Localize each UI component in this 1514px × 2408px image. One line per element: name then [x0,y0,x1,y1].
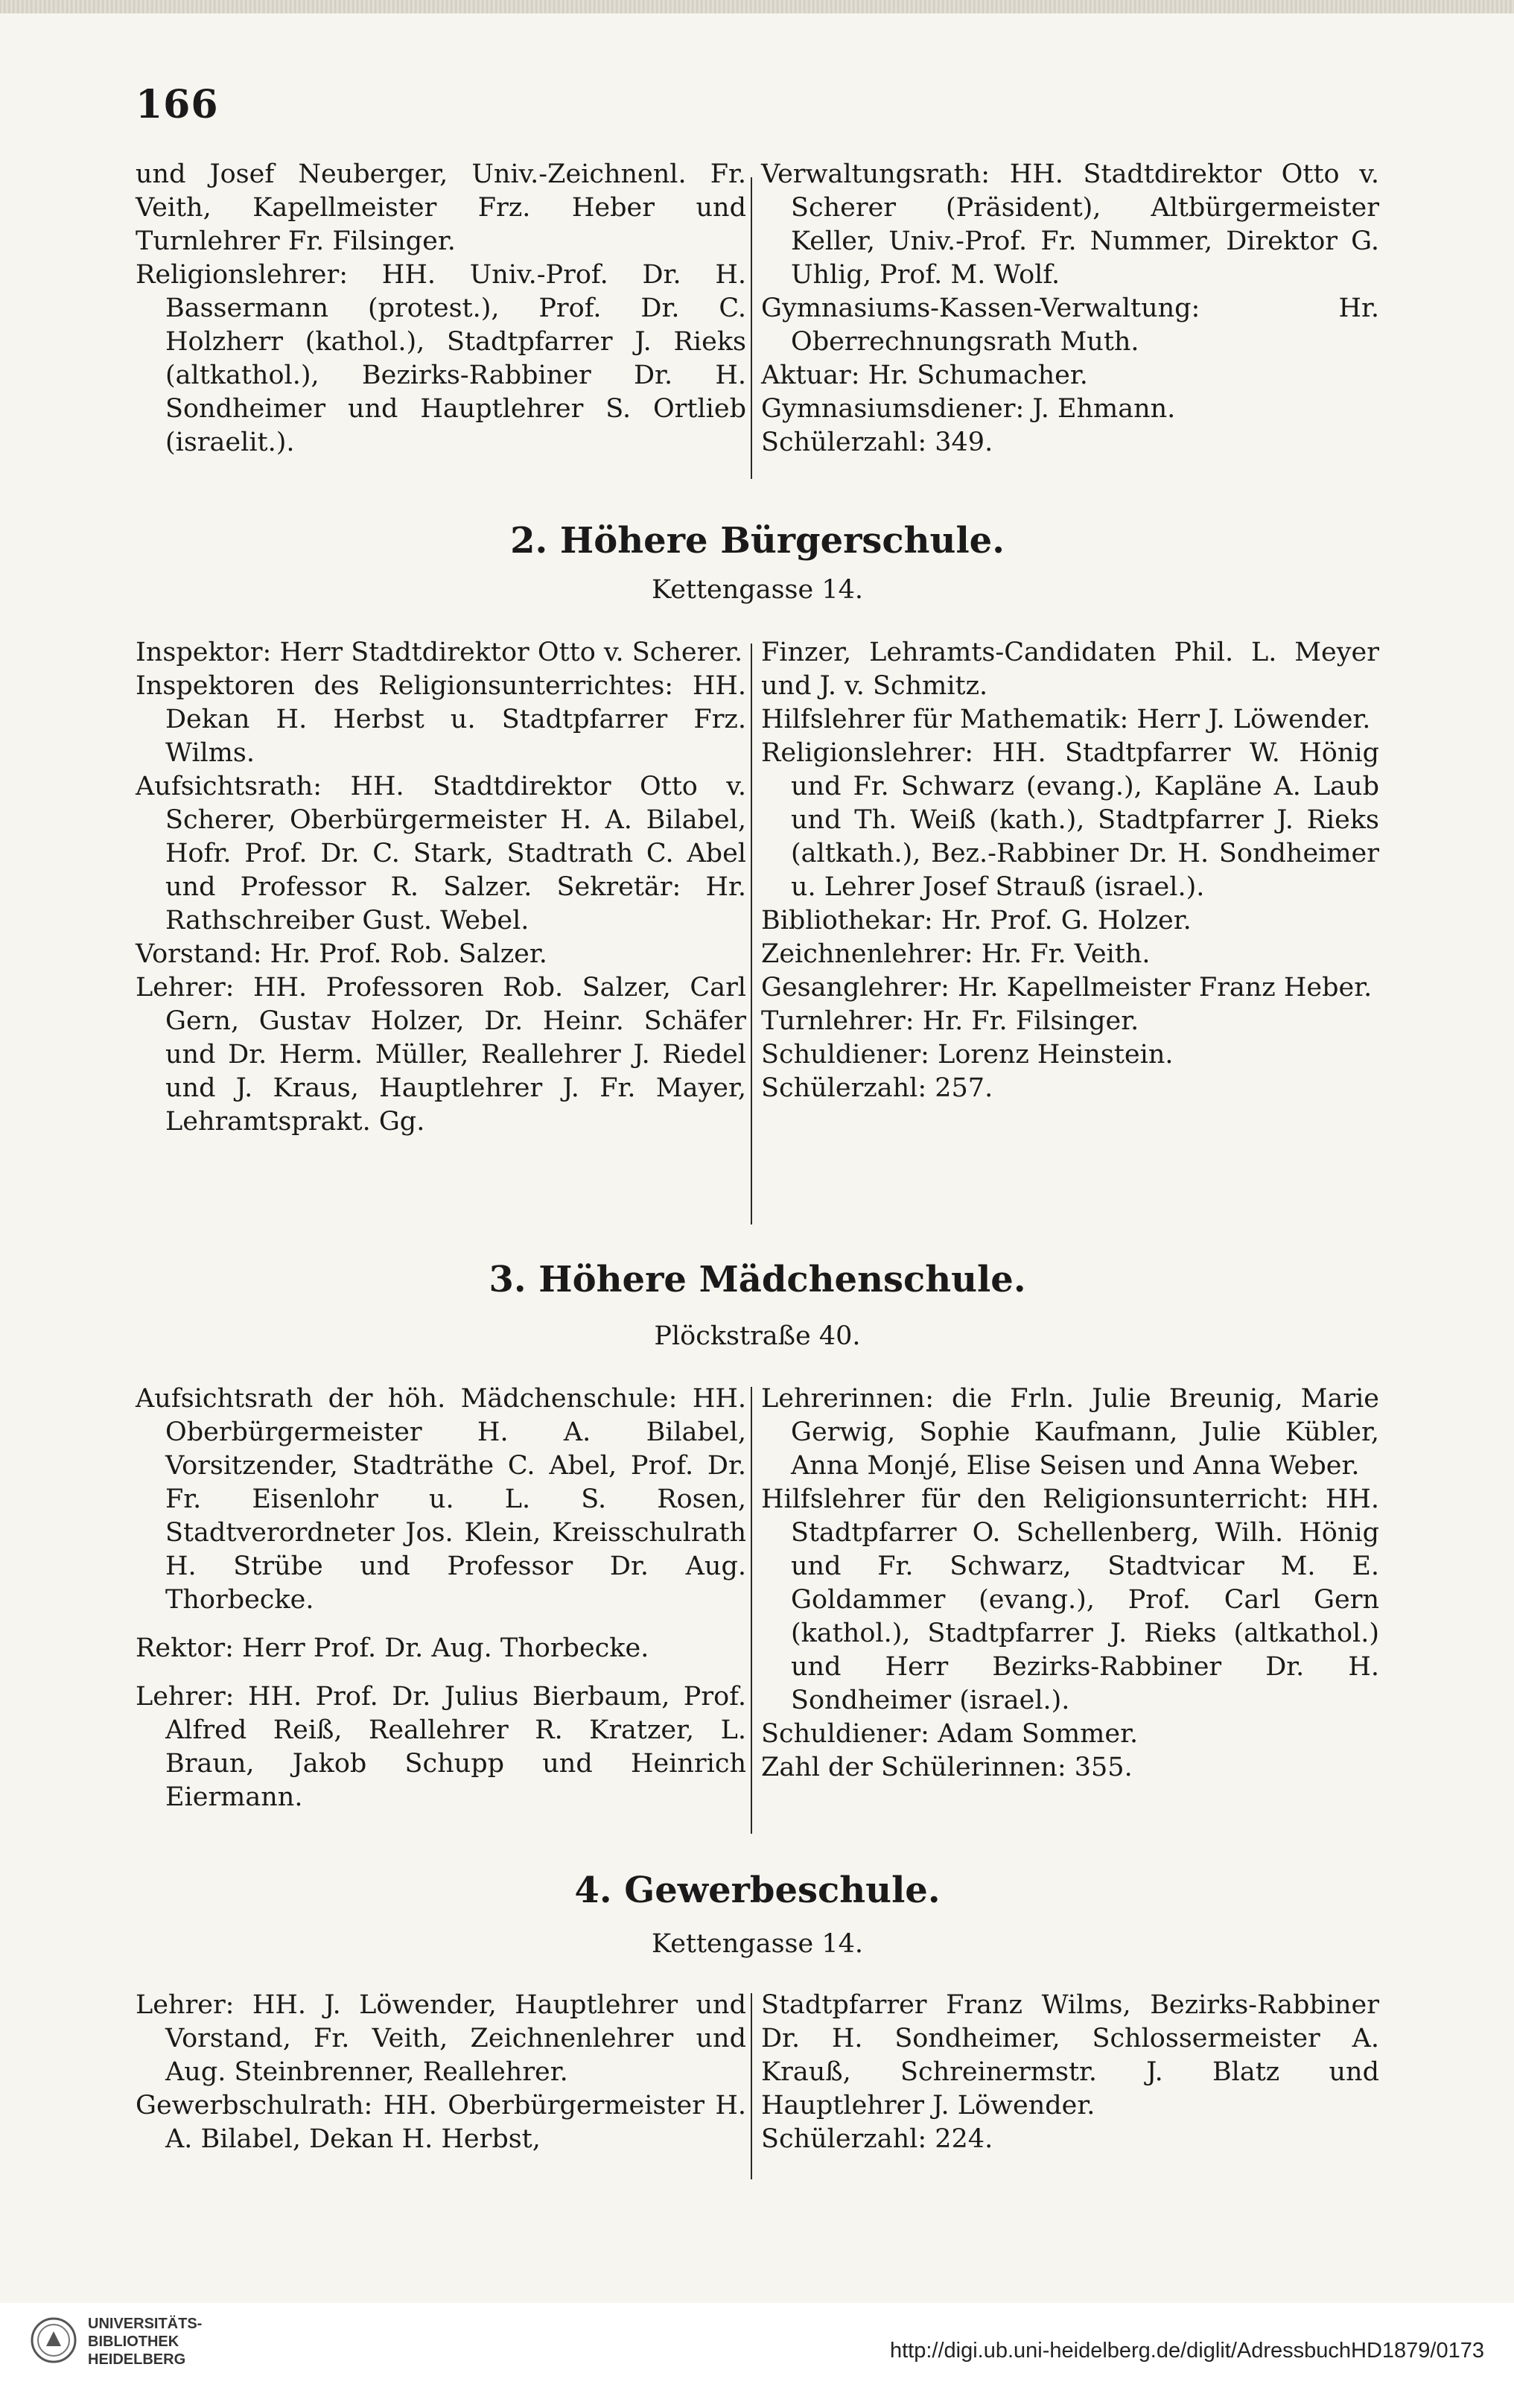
section-heading: 3. Höhere Mädchenschule. [489,1259,1026,1300]
section-1-right-column [761,158,1379,460]
column-divider [751,644,752,1224]
section-4-right-column [761,1989,1379,2156]
viewer-footer [0,2303,1514,2408]
section-4-left-column [136,1989,746,2156]
entry-text: Stadtpfarrer Franz Wilms, Bezirks-Rabbiner Dr. H. Sondheimer, Schlossermeister A. Krauß, Schreinermstr. J. Blatz und Hauptlehrer J. Löwender. [761,1990,1379,2120]
section-2-left-column [136,636,746,1139]
scan-edge [0,0,1514,13]
section-heading: 2. Höhere Bürgerschule. [510,520,1005,562]
page-number: 166 [136,82,219,127]
section-2-right-column [761,636,1379,1105]
library-name-line: BIBLIOTHEK [88,2334,179,2350]
entry-text: und Josef Neuberger, Univ.-Zeichnenl. Fr. Veith, Kapellmeister Frz. Heber und Turnlehrer Fr. Filsinger. [136,159,746,256]
entry-text: Hilfslehrer für den Religionsunterricht: HH. Stadtpfarrer O. Schellenberg, Wilh. Hönig und Fr. Schwarz, Stadtvicar M. E. Goldammer (evang.), Prof. Carl Gern (kathol.), Stadtpfarrer J. Rieks (altkathol.) und Herr Bezirks-Rabbiner Dr. H. Sondheimer (israel.). [761,1484,1379,1715]
section-address: Plöckstraße 40. [654,1321,861,1351]
entry-text: Aufsichtsrath: HH. Stadtdirektor Otto v. Scherer, Oberbürgermeister H. A. Bilabel, Hofr. Prof. Dr. C. Stark, Stadtrath C. Abel und Professor R. Salzer. Sekretär: Hr. Rathschreiber Gust. Webel. [136,772,746,935]
section-3-left-column [136,1382,746,1814]
source-url-link[interactable]: http://digi.ub.uni-heidelberg.de/diglit/AdressbuchHD1879/0173 [889,2339,1484,2363]
column-divider [751,1387,752,1834]
library-name [88,2315,202,2369]
entry-text: Verwaltungsrath: HH. Stadtdirektor Otto v. Scherer (Präsident), Altbürgermeister Keller, Univ.-Prof. Fr. Nummer, Direktor G. Uhlig, Prof. M. Wolf. [761,159,1379,290]
entry-text: Gymnasiumsdiener: J. Ehmann. [761,394,1176,424]
section-3-right-column [761,1382,1379,1785]
entry-text: Religionslehrer: HH. Univ.-Prof. Dr. H. Bassermann (protest.), Prof. Dr. C. Holzherr (kathol.), Stadtpfarrer J. Rieks (altkathol.), Bezirks-Rabbiner Dr. H. Sondheimer und Hauptlehrer S. Ortlieb (israelit.). [136,260,746,457]
column-divider [751,177,752,479]
entry-text: Bibliothekar: Hr. Prof. G. Holzer. [761,906,1192,935]
entry-text: Religionslehrer: HH. Stadtpfarrer W. Hönig und Fr. Schwarz (evang.), Kapläne A. Laub und Th. Weiß (kath.), Stadtpfarrer J. Rieks (altkath.), Bez.-Rabbiner Dr. H. Sondheimer u. Lehrer Josef Strauß (israel.). [761,738,1379,902]
entry-text: Gewerbschulrath: HH. Oberbürgermeister H. A. Bilabel, Dekan H. Herbst, [136,2091,746,2154]
entry-text: Schülerzahl: 224. [761,2124,993,2154]
entry-text: Turnlehrer: Hr. Fr. Filsinger. [761,1006,1139,1036]
entry-text: Schülerzahl: 257. [761,1073,993,1103]
entry-text: Gymnasiums-Kassen-Verwaltung: Hr. Oberrechnungsrath Muth. [761,293,1379,357]
entry-text: Lehrer: HH. Prof. Dr. Julius Bierbaum, Prof. Alfred Reiß, Reallehrer R. Kratzer, L. Braun, Jakob Schupp und Heinrich Eiermann. [136,1682,746,1812]
section-address: Kettengasse 14. [652,575,863,605]
entry-text: Finzer, Lehramts-Candidaten Phil. L. Meyer und J. v. Schmitz. [761,638,1379,701]
entry-text: Lehrerinnen: die Frln. Julie Breunig, Marie Gerwig, Sophie Kaufmann, Julie Kübler, Anna Monjé, Elise Seisen und Anna Weber. [761,1384,1379,1481]
entry-text: Lehrer: HH. J. Löwender, Hauptlehrer und Vorstand, Fr. Veith, Zeichnenlehrer und Aug. Steinbrenner, Reallehrer. [136,1990,746,2087]
entry-text: Schülerzahl: 349. [761,428,993,457]
entry-text: Hilfslehrer für Mathematik: Herr J. Löwender. [761,705,1371,734]
column-divider [751,1993,752,2179]
entry-text: Aktuar: Hr. Schumacher. [761,360,1088,390]
university-seal-icon [30,2316,77,2364]
section-1-left-column [136,158,746,460]
entry-text: Gesanglehrer: Hr. Kapellmeister Franz Heber. [761,973,1373,1003]
library-name-line: HEIDELBERG [88,2351,186,2368]
section-address: Kettengasse 14. [652,1929,863,1959]
entry-text: Schuldiener: Adam Sommer. [761,1719,1139,1749]
entry-text: Inspektor: Herr Stadtdirektor Otto v. Scherer. [136,638,743,667]
entry-text: Rektor: Herr Prof. Dr. Aug. Thorbecke. [136,1633,649,1663]
section-heading: 4. Gewerbeschule. [574,1869,941,1911]
entry-text: Vorstand: Hr. Prof. Rob. Salzer. [136,939,547,969]
entry-text: Zeichnenlehrer: Hr. Fr. Veith. [761,939,1151,969]
entry-text: Schuldiener: Lorenz Heinstein. [761,1040,1174,1070]
entry-text: Inspektoren des Religionsunterrichtes: HH. Dekan H. Herbst u. Stadtpfarrer Frz. Wilms. [136,671,746,768]
entry-text: Lehrer: HH. Professoren Rob. Salzer, Carl Gern, Gustav Holzer, Dr. Heinr. Schäfer und Dr. Herm. Müller, Reallehrer J. Riedel und J. Kraus, Hauptlehrer J. Fr. Mayer, Lehramtsprakt. Gg. [136,973,746,1137]
entry-text: Zahl der Schülerinnen: 355. [761,1753,1133,1782]
library-name-line: UNIVERSITÄTS- [88,2316,203,2332]
entry-text: Aufsichtsrath der höh. Mädchenschule: HH. Oberbürgermeister H. A. Bilabel, Vorsitzender, Stadträthe C. Abel, Prof. Dr. Fr. Eisenlohr u. L. S. Rosen, Stadtverordneter Jos. Klein, Kreisschulrath H. Strübe und Professor Dr. Aug. Thorbecke. [136,1384,746,1615]
